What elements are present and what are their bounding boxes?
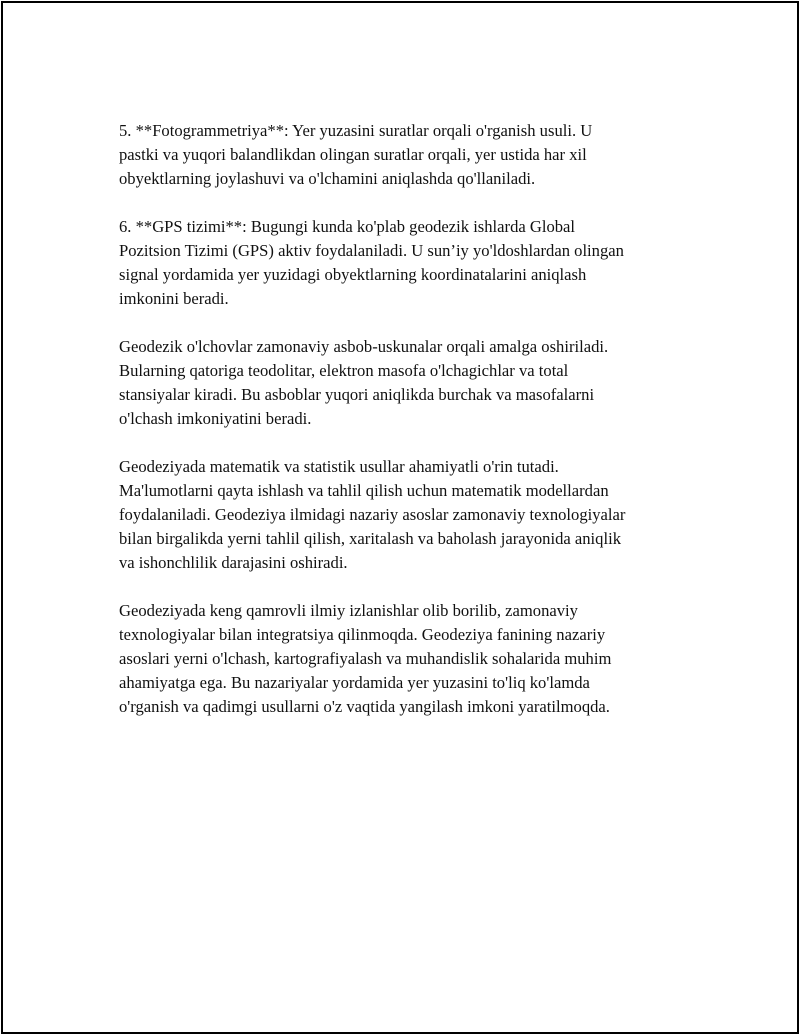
paragraph-research-integration: Geodeziyada keng qamrovli ilmiy izlanishlar olib borilib, zamonaviy texnologiyalar bilan integratsiya qilinmoqda. Geodeziya fanining nazariy asoslari yerni o'lchash, kartografiyalash va muhandislik sohalarida muhim ahamiyatga ega. Bu nazariyalar yordamida yer yuzasini to'liq ko'lamda o'rganish va qadimgi usullarni o'z vaqtida yangilash imkoni yaratilmoqda. (119, 601, 612, 716)
paragraph-geodetic-measurements: Geodezik o'lchovlar zamonaviy asbob-uskunalar orqali amalga oshiriladi. Bularning qatoriga teodolitar, elektron masofa o'lchagichlar va total stansiyalar kiradi. Bu asboblar yuqori aniqlikda burchak va masofalarni o'lchash imkoniyatini beradi. (119, 337, 609, 428)
paragraph-photogrammetry: 5. **Fotogrammetriya**: Yer yuzasini suratlar orqali o'rganish usuli. U pastki va yuqori balandlikdan olingan suratlar orqali, yer ustida har xil obyektlarning joylashuvi va o'lchamini aniqlashda qo'llaniladi. (119, 121, 593, 188)
paragraph-math-statistics: Geodeziyada matematik va statistik usullar ahamiyatli o'rin tutadi. Ma'lumotlarni qayta ishlash va tahlil qilish uchun matematik modellardan foydalaniladi. Geodeziya ilmidagi nazariy asoslar zamonaviy texnologiyalar bilan birgalikda yerni tahlil qilish, xaritalash va baholash jarayonida aniqlik va ishonchlilik darajasini oshiradi. (119, 457, 626, 572)
document-body (119, 119, 699, 743)
document-page (1, 1, 799, 1034)
paragraph-gps-system: 6. **GPS tizimi**: Bugungi kunda ko'plab geodezik ishlarda Global Pozitsion Tizimi (GPS) aktiv foydalaniladi. U sun’iy yo'ldoshlardan olingan signal yordamida yer yuzidagi obyektlarning koordinatalarini aniqlash imkonini beradi. (119, 217, 624, 308)
